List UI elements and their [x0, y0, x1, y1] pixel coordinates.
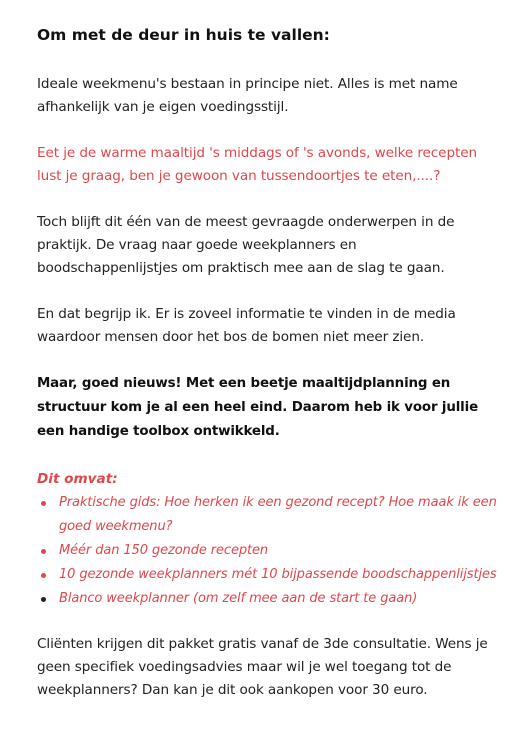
toolbox-list [37, 491, 497, 611]
list-item-text: Méér dan 150 gezonde recepten [59, 543, 269, 558]
list-item [37, 491, 497, 539]
bullet-icon [41, 597, 46, 602]
list-item [37, 587, 497, 611]
question-paragraph: Eet je de warme maaltijd 's middags of 's avonds, welke recepten lust je graag, ben je gewoon van tussendoortjes te eten,....? [37, 145, 477, 184]
pricing-paragraph: Cliënten krijgen dit pakket gratis vanaf de 3de consultatie. Wens je geen specifiek voedingsadvies maar wil je wel toegang tot de weekplanners? Dan kan je dit ook aankopen voor 30 euro. [37, 636, 488, 698]
intro-paragraph: Ideale weekmenu's bestaan in principe niet. Alles is met name afhankelijk van je eigen voedingsstijl. [37, 76, 458, 115]
list-item [37, 539, 497, 563]
article-content [37, 24, 497, 702]
good-news-paragraph: Maar, goed nieuws! Met een beetje maaltijdplanning en structuur kom je al een heel eind. Daarom heb ik voor jullie een handige toolbox ontwikkeld. [37, 376, 478, 439]
information-paragraph: En dat begrijp ik. Er is zoveel informatie te vinden in de media waardoor mensen door het bos de bomen niet meer zien. [37, 306, 456, 345]
practice-paragraph: Toch blijft dit één van de meest gevraagde onderwerpen in de praktijk. De vraag naar goede weekplanners en boodschappenlijstjes om praktisch mee aan de slag te gaan. [37, 214, 455, 276]
section-heading: Om met de deur in huis te vallen: [37, 26, 330, 44]
list-item-text: 10 gezonde weekplanners mét 10 bijpassende boodschappenlijstjes [59, 567, 497, 582]
list-title: Dit omvat: [37, 471, 118, 487]
list-item [37, 563, 497, 587]
bullet-icon [41, 573, 46, 578]
bullet-icon [41, 501, 46, 506]
list-item-text: Praktische gids: Hoe herken ik een gezond recept? Hoe maak ik een goed weekmenu? [59, 495, 497, 534]
list-item-text: Blanco weekplanner (om zelf mee aan de start te gaan) [59, 591, 418, 606]
bullet-icon [41, 549, 46, 554]
